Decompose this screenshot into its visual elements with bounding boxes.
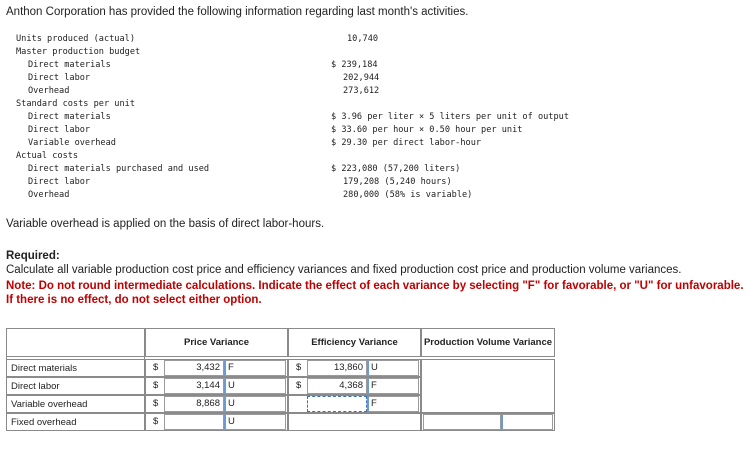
row-label: Fixed overhead bbox=[6, 413, 145, 431]
intro-text: Anthon Corporation has provided the following information regarding last month's activities. bbox=[6, 6, 469, 18]
efficiency-value: 4,368 bbox=[339, 380, 363, 391]
header-price-variance: Price Variance bbox=[145, 328, 288, 357]
data-line-label: Variable overhead bbox=[28, 138, 116, 148]
efficiency-currency: $ bbox=[296, 362, 302, 373]
volume-empty-cell bbox=[421, 359, 555, 413]
header-production-volume-variance: Production Volume Variance bbox=[421, 328, 555, 357]
data-line-value: 202,944 bbox=[343, 73, 380, 83]
data-line-value: $ 33.60 per hour × 0.50 hour per unit bbox=[331, 125, 523, 135]
efficiency-cell bbox=[288, 413, 421, 431]
data-line-label: Direct materials bbox=[28, 112, 111, 122]
header-blank bbox=[6, 328, 145, 357]
price-currency: $ bbox=[153, 416, 159, 427]
data-line-label: Standard costs per unit bbox=[16, 99, 135, 109]
data-line-value: 273,612 bbox=[343, 86, 380, 96]
row-label: Direct labor bbox=[6, 377, 145, 395]
data-line-value: 10,740 bbox=[347, 34, 379, 44]
price-effect-select[interactable]: U bbox=[224, 378, 286, 394]
efficiency-effect-select[interactable]: U bbox=[367, 360, 419, 376]
required-text: Calculate all variable production cost price and efficiency variances and fixed production cost price and production volume variances. bbox=[6, 264, 682, 276]
data-line-value: $ 29.30 per direct labor-hour bbox=[331, 138, 482, 148]
data-line-label: Master production budget bbox=[16, 47, 141, 57]
instruction-note: Note: Do not round intermediate calculations. Indicate the effect of each variance by selecting "F" for favorable, or "U" for unfavorable. If there is no effect, do not select either option. bbox=[6, 280, 744, 306]
efficiency-value: 13,860 bbox=[333, 362, 363, 373]
data-line-label: Direct materials purchased and used bbox=[28, 164, 210, 174]
price-currency: $ bbox=[153, 362, 159, 373]
data-line-value: 179,208 (5,240 hours) bbox=[343, 177, 452, 187]
data-line-label: Direct materials bbox=[28, 60, 111, 70]
data-line-value: $ 239,184 bbox=[331, 60, 378, 70]
data-line-label: Direct labor bbox=[28, 177, 91, 187]
row-label: Variable overhead bbox=[6, 395, 145, 413]
data-line-label: Overhead bbox=[28, 190, 70, 200]
data-line-value: $ 3.96 per liter × 5 liters per unit of output bbox=[331, 112, 569, 122]
efficiency-effect-select[interactable]: F bbox=[367, 396, 419, 412]
data-line-label: Direct labor bbox=[28, 73, 91, 83]
data-line-label: Direct labor bbox=[28, 125, 91, 135]
data-line-value: 280,000 (58% is variable) bbox=[343, 190, 473, 200]
data-line-label: Actual costs bbox=[16, 151, 79, 161]
volume-effect-select[interactable] bbox=[501, 414, 553, 430]
price-effect-select[interactable]: U bbox=[224, 414, 286, 430]
data-line-value: $ 223,080 (57,200 liters) bbox=[331, 164, 461, 174]
price-value: 8,868 bbox=[196, 398, 220, 409]
header-efficiency-variance: Efficiency Variance bbox=[288, 328, 421, 357]
efficiency-input[interactable] bbox=[307, 396, 367, 412]
price-currency: $ bbox=[153, 398, 159, 409]
efficiency-currency: $ bbox=[296, 380, 302, 391]
price-effect-select[interactable]: F bbox=[224, 360, 286, 376]
data-line-label: Units produced (actual) bbox=[16, 34, 135, 44]
price-value: 3,144 bbox=[196, 380, 220, 391]
efficiency-effect-select[interactable]: F bbox=[367, 378, 419, 394]
data-line-label: Overhead bbox=[28, 86, 70, 96]
price-input[interactable] bbox=[164, 414, 224, 430]
price-effect-select[interactable]: U bbox=[224, 396, 286, 412]
price-currency: $ bbox=[153, 380, 159, 391]
price-value: 3,432 bbox=[196, 362, 220, 373]
volume-input[interactable] bbox=[423, 414, 501, 430]
required-heading: Required: bbox=[6, 250, 60, 262]
variable-overhead-note: Variable overhead is applied on the basis of direct labor-hours. bbox=[6, 218, 325, 230]
row-label: Direct materials bbox=[6, 359, 145, 377]
